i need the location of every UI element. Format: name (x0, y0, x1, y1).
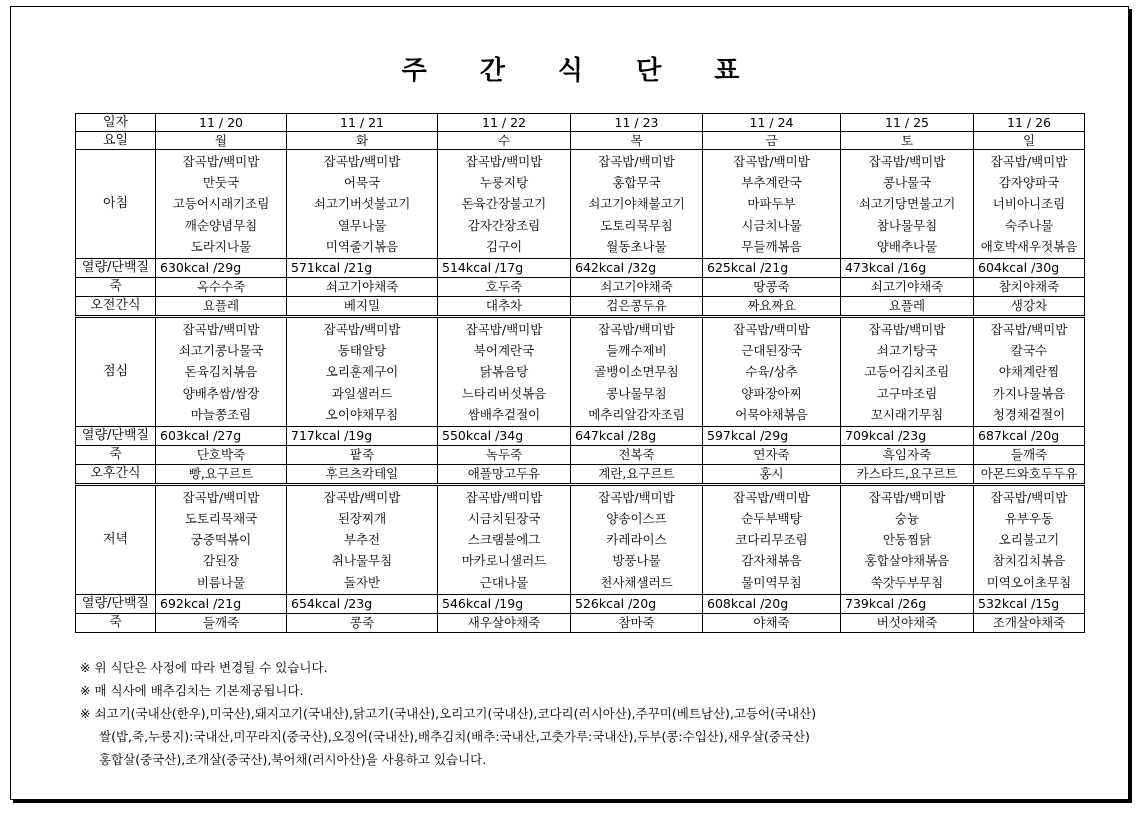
menu-item: 마파두부 (747, 196, 796, 212)
menu-item: 느타리버섯볶음 (461, 385, 547, 401)
menu-item: 쇠고기야채불고기 (588, 196, 685, 212)
menu-item: 감된장 (202, 553, 240, 569)
breakfast-calorie-cell: 630kcal /29g (156, 258, 287, 277)
day-cell: 일 (974, 132, 1085, 150)
lunch-menu-cell (287, 316, 438, 426)
breakfast-row (76, 150, 1085, 259)
menu-item: 취나물무침 (331, 553, 393, 569)
breakfast-calorie-cell: 514kcal /17g (438, 258, 571, 277)
breakfast-porridge-cell: 쇠고기야채죽 (571, 277, 703, 296)
menu-item: 오리훈제구이 (325, 364, 399, 380)
lunch-calorie-cell: 647kcal /28g (571, 426, 703, 445)
breakfast-calorie-label: 열량/단백질 (76, 258, 156, 277)
date-label: 일자 (76, 114, 156, 132)
afternoon-snack-cell: 후르츠칵테일 (287, 464, 438, 484)
menu-item: 청경채겉절이 (992, 406, 1066, 422)
menu-item: 시금치된장국 (467, 511, 541, 527)
lunch-calorie-cell: 603kcal /27g (156, 426, 287, 445)
day-cell: 목 (571, 132, 703, 150)
dinner-calorie-cell: 526kcal /20g (571, 594, 703, 613)
menu-item: 양배추쌈/쌈장 (182, 385, 260, 401)
breakfast-label: 아침 (76, 150, 156, 259)
menu-item: 잡곡밥/백미밥 (990, 154, 1068, 169)
menu-item: 잡곡밥/백미밥 (598, 489, 675, 505)
menu-item: 방풍나물 (612, 553, 661, 569)
menu-item: 비름나물 (196, 574, 246, 590)
day-cell: 월 (156, 132, 287, 150)
menu-item: 잡곡밥/백미밥 (182, 489, 260, 505)
menu-item: 어묵국 (343, 175, 381, 191)
afternoon-snack-cell: 카스타드,요구르트 (841, 464, 974, 484)
menu-item: 애호박새우젓볶음 (980, 238, 1078, 254)
menu-item: 오이야채무침 (325, 406, 399, 422)
lunch-calorie-cell: 709kcal /23g (841, 426, 974, 445)
lunch-row (76, 316, 1085, 426)
lunch-porridge-cell: 단호박죽 (156, 445, 287, 464)
menu-item: 야채계란찜 (998, 364, 1060, 380)
menu-item: 도토리묵무침 (600, 217, 673, 233)
breakfast-porridge-cell: 쇠고기야채죽 (841, 277, 974, 296)
menu-item: 쇠고기탕국 (876, 343, 938, 359)
breakfast-porridge-cell: 옥수수죽 (156, 277, 287, 296)
note-origin: ※ 쇠고기(국내산(한우),미국산),돼지고기(국내산),닭고기(국내산),오리고기(국내산),코다리(러시아산),주꾸미(베트남산),고등어(국내산) (80, 706, 817, 721)
menu-item: 시금치나물 (741, 217, 802, 233)
menu-item: 참나물무침 (876, 217, 938, 233)
menu-item: 들깨수제비 (606, 343, 667, 359)
lunch-porridge-cell: 전복죽 (571, 445, 703, 464)
menu-item: 월동초나물 (606, 238, 667, 254)
dinner-porridge-cell: 콩죽 (287, 613, 438, 632)
lunch-porridge-row (76, 445, 1085, 464)
breakfast-menu-cell (571, 150, 703, 259)
menu-item: 잡곡밥/백미밥 (598, 154, 675, 169)
menu-item: 꼬시래기무침 (870, 406, 944, 422)
lunch-menu-cell (156, 316, 287, 426)
menu-item: 부추계란국 (741, 175, 802, 191)
dinner-label: 저녁 (76, 484, 156, 594)
lunch-porridge-cell: 연자죽 (703, 445, 841, 464)
menu-item: 참치김치볶음 (992, 553, 1066, 569)
dinner-menu-cell (974, 484, 1085, 594)
lunch-porridge-cell: 들깨죽 (974, 445, 1085, 464)
menu-item: 잡곡밥/백미밥 (733, 489, 810, 505)
menu-item: 가지나물볶음 (992, 385, 1066, 401)
menu-item: 궁중떡볶이 (190, 532, 252, 548)
menu-item: 오리불고기 (998, 532, 1060, 548)
dinner-row (76, 484, 1085, 594)
menu-item: 골뱅이소면무침 (594, 364, 679, 380)
dinner-porridge-cell: 야채죽 (703, 613, 841, 632)
dinner-calorie-cell: 532kcal /15g (974, 594, 1085, 613)
breakfast-menu-cell (438, 150, 571, 259)
menu-item: 숭늉 (894, 511, 920, 527)
menu-item: 천사채샐러드 (600, 574, 673, 590)
menu-item: 마늘쫑조림 (190, 406, 252, 422)
dinner-menu-cell (156, 484, 287, 594)
menu-item: 콩나물무침 (606, 385, 667, 401)
dinner-calorie-row (76, 594, 1085, 613)
morning-snack-label: 오전간식 (76, 296, 156, 316)
lunch-calorie-cell: 717kcal /19g (287, 426, 438, 445)
menu-item: 어묵야채볶음 (735, 406, 808, 422)
afternoon-snack-cell: 아몬드와호두두유 (974, 464, 1085, 484)
menu-item: 홍합무국 (612, 175, 661, 191)
menu-item: 김구이 (485, 238, 523, 254)
breakfast-menu-cell (703, 150, 841, 259)
breakfast-porridge-label: 죽 (76, 277, 156, 296)
lunch-calorie-label: 열량/단백질 (76, 426, 156, 445)
day-cell: 토 (841, 132, 974, 150)
menu-item: 카레라이스 (606, 532, 667, 548)
lunch-calorie-cell: 687kcal /20g (974, 426, 1085, 445)
lunch-menu-cell (703, 316, 841, 426)
breakfast-menu-cell (156, 150, 287, 259)
date-cell: 11 / 21 (287, 114, 438, 132)
menu-item: 감자간장조림 (467, 217, 541, 233)
menu-item: 스크램블에그 (467, 532, 541, 548)
menu-item: 숙주나물 (1004, 217, 1054, 233)
menu-item: 미역오이초무침 (986, 574, 1072, 590)
breakfast-calorie-cell: 642kcal /32g (571, 258, 703, 277)
menu-item: 잡곡밥/백미밥 (990, 489, 1068, 505)
lunch-porridge-cell: 팥죽 (287, 445, 438, 464)
menu-item: 잡곡밥/백미밥 (733, 154, 810, 169)
menu-item: 잡곡밥/백미밥 (465, 321, 543, 337)
afternoon-snack-cell: 계란,요구르트 (571, 464, 703, 484)
weekly-menu-table (75, 113, 1085, 633)
menu-item: 누룽지탕 (479, 175, 529, 191)
date-cell: 11 / 20 (156, 114, 287, 132)
notes (80, 656, 816, 771)
dinner-calorie-cell: 739kcal /26g (841, 594, 974, 613)
menu-item: 칼국수 (1010, 343, 1048, 359)
dinner-calorie-cell: 692kcal /21g (156, 594, 287, 613)
menu-item: 너비아니조림 (992, 196, 1066, 212)
dinner-menu-cell (287, 484, 438, 594)
dinner-porridge-cell: 들깨죽 (156, 613, 287, 632)
date-cell: 11 / 25 (841, 114, 974, 132)
menu-item: 근대나물 (479, 574, 529, 590)
note-origin-cont: 쌀(밥,죽,누룽지):국내산,미꾸라지(중국산),오징어(국내산),배추김치(배추:국내산,고춧가루:국내산),두부(콩:수입산),새우살(중국산) (99, 729, 810, 744)
menu-item: 돈육김치볶음 (184, 364, 258, 380)
menu-item: 잡곡밥/백미밥 (868, 489, 946, 505)
day-row (76, 132, 1085, 150)
breakfast-porridge-cell: 쇠고기야채죽 (287, 277, 438, 296)
menu-item: 마카로니샐러드 (461, 553, 547, 569)
menu-item: 과일샐러드 (331, 385, 393, 401)
breakfast-menu-cell (974, 150, 1085, 259)
morning-snack-cell: 대추차 (438, 296, 571, 316)
note-kimchi: ※ 매 식사에 배추김치는 기본제공됩니다. (80, 683, 304, 698)
menu-item: 고등어김치조림 (864, 364, 950, 380)
breakfast-calorie-cell: 473kcal /16g (841, 258, 974, 277)
lunch-label: 점심 (76, 316, 156, 426)
lunch-porridge-label: 죽 (76, 445, 156, 464)
menu-item: 잡곡밥/백미밥 (323, 321, 401, 337)
dinner-porridge-cell: 조개살야채죽 (974, 613, 1085, 632)
day-cell: 화 (287, 132, 438, 150)
menu-item: 잡곡밥/백미밥 (323, 489, 401, 505)
menu-item: 근대된장국 (741, 343, 802, 359)
menu-item: 고등어시래기조림 (172, 196, 270, 212)
menu-item: 양파장아찌 (741, 385, 802, 401)
morning-snack-cell: 검은콩두유 (571, 296, 703, 316)
menu-item: 잡곡밥/백미밥 (598, 321, 675, 337)
day-label: 요일 (76, 132, 156, 150)
menu-item: 양배추나물 (876, 238, 938, 254)
menu-item: 잡곡밥/백미밥 (465, 489, 543, 505)
lunch-calorie-cell: 597kcal /29g (703, 426, 841, 445)
note-change: ※ 위 식단은 사정에 따라 변경될 수 있습니다. (80, 660, 328, 675)
lunch-menu-cell (571, 316, 703, 426)
menu-item: 유부우동 (1004, 511, 1054, 527)
menu-item: 쇠고기콩나물국 (178, 343, 264, 359)
breakfast-menu-cell (841, 150, 974, 259)
breakfast-porridge-cell: 참치야채죽 (974, 277, 1085, 296)
menu-item: 깨순양념무침 (184, 217, 258, 233)
note-origin-end: 홍합살(중국산),조개살(중국산),북어채(러시아산)을 사용하고 있습니다. (99, 752, 487, 767)
menu-item: 쌈배추겉절이 (467, 406, 541, 422)
menu-item: 도라지나물 (190, 238, 252, 254)
menu-item: 무들깨볶음 (741, 238, 802, 254)
dinner-menu-cell (841, 484, 974, 594)
menu-item: 홍합살야채볶음 (864, 553, 950, 569)
breakfast-calorie-row (76, 258, 1085, 277)
dinner-porridge-cell: 버섯야채죽 (841, 613, 974, 632)
menu-item: 안동찜닭 (882, 532, 932, 548)
dinner-menu-cell (571, 484, 703, 594)
day-cell: 금 (703, 132, 841, 150)
breakfast-calorie-cell: 625kcal /21g (703, 258, 841, 277)
menu-item: 잡곡밥/백미밥 (182, 154, 260, 169)
morning-snack-cell: 베지밀 (287, 296, 438, 316)
morning-snack-row (76, 296, 1085, 316)
menu-item: 북어계란국 (473, 343, 535, 359)
menu-item: 돌자반 (343, 574, 381, 590)
menu-item: 양송이스프 (606, 511, 667, 527)
afternoon-snack-cell: 애플망고두유 (438, 464, 571, 484)
date-row (76, 114, 1085, 132)
lunch-menu-cell (438, 316, 571, 426)
menu-item: 미역줄기볶음 (325, 238, 399, 254)
lunch-porridge-cell: 흑임자죽 (841, 445, 974, 464)
breakfast-calorie-cell: 571kcal /21g (287, 258, 438, 277)
menu-item: 코다리무조림 (735, 532, 808, 548)
menu-item: 순두부백탕 (741, 511, 802, 527)
menu-item: 물미역무침 (741, 574, 802, 590)
dinner-porridge-cell: 참마죽 (571, 613, 703, 632)
date-cell: 11 / 24 (703, 114, 841, 132)
afternoon-snack-label: 오후간식 (76, 464, 156, 484)
page-title: 주 간 식 단 표 (401, 56, 762, 86)
afternoon-snack-cell: 빵,요구르트 (156, 464, 287, 484)
breakfast-porridge-cell: 땅콩죽 (703, 277, 841, 296)
dinner-porridge-cell: 새우살야채죽 (438, 613, 571, 632)
menu-item: 잡곡밥/백미밥 (323, 154, 401, 169)
breakfast-porridge-cell: 호두죽 (438, 277, 571, 296)
date-cell: 11 / 23 (571, 114, 703, 132)
morning-snack-cell: 요플레 (156, 296, 287, 316)
menu-item: 쑥갓두부무침 (870, 574, 944, 590)
menu-item: 고구마조림 (876, 385, 938, 401)
day-cell: 수 (438, 132, 571, 150)
menu-item: 된장찌개 (337, 511, 387, 527)
menu-item: 쇠고기버섯불고기 (313, 196, 411, 212)
menu-item: 감자양파국 (998, 175, 1060, 191)
lunch-menu-cell (974, 316, 1085, 426)
dinner-porridge-row (76, 613, 1085, 632)
menu-item: 동태알탕 (337, 343, 387, 359)
breakfast-porridge-row (76, 277, 1085, 296)
menu-item: 닭볶음탕 (479, 364, 529, 380)
menu-item: 수육/상추 (745, 364, 798, 380)
date-cell: 11 / 26 (974, 114, 1085, 132)
date-cell: 11 / 22 (438, 114, 571, 132)
afternoon-snack-row (76, 464, 1085, 484)
dinner-calorie-cell: 608kcal /20g (703, 594, 841, 613)
lunch-calorie-cell: 550kcal /34g (438, 426, 571, 445)
morning-snack-cell: 생강차 (974, 296, 1085, 316)
menu-item: 돈육간장불고기 (461, 196, 547, 212)
lunch-calorie-row (76, 426, 1085, 445)
dinner-calorie-label: 열량/단백질 (76, 594, 156, 613)
morning-snack-cell: 짜요짜요 (703, 296, 841, 316)
lunch-menu-cell (841, 316, 974, 426)
dinner-porridge-label: 죽 (76, 613, 156, 632)
menu-item: 도토리묵채국 (184, 511, 258, 527)
menu-item: 잡곡밥/백미밥 (990, 321, 1068, 337)
menu-item: 콩나물국 (882, 175, 932, 191)
menu-item: 만둣국 (202, 175, 240, 191)
dinner-menu-cell (703, 484, 841, 594)
menu-item: 부추전 (343, 532, 381, 548)
afternoon-snack-cell: 홍시 (703, 464, 841, 484)
menu-item: 잡곡밥/백미밥 (733, 321, 810, 337)
menu-item: 잡곡밥/백미밥 (182, 321, 260, 337)
menu-item: 잡곡밥/백미밥 (868, 321, 946, 337)
dinner-calorie-cell: 654kcal /23g (287, 594, 438, 613)
breakfast-calorie-cell: 604kcal /30g (974, 258, 1085, 277)
dinner-calorie-cell: 546kcal /19g (438, 594, 571, 613)
menu-item: 감자채볶음 (741, 553, 802, 569)
menu-item: 잡곡밥/백미밥 (465, 154, 543, 169)
menu-item: 메추리알감자조림 (588, 406, 685, 422)
breakfast-menu-cell (287, 150, 438, 259)
morning-snack-cell: 요플레 (841, 296, 974, 316)
dinner-menu-cell (438, 484, 571, 594)
menu-item: 잡곡밥/백미밥 (868, 154, 946, 169)
menu-item: 쇠고기당면불고기 (858, 196, 956, 212)
menu-item: 열무나물 (337, 217, 387, 233)
lunch-porridge-cell: 녹두죽 (438, 445, 571, 464)
